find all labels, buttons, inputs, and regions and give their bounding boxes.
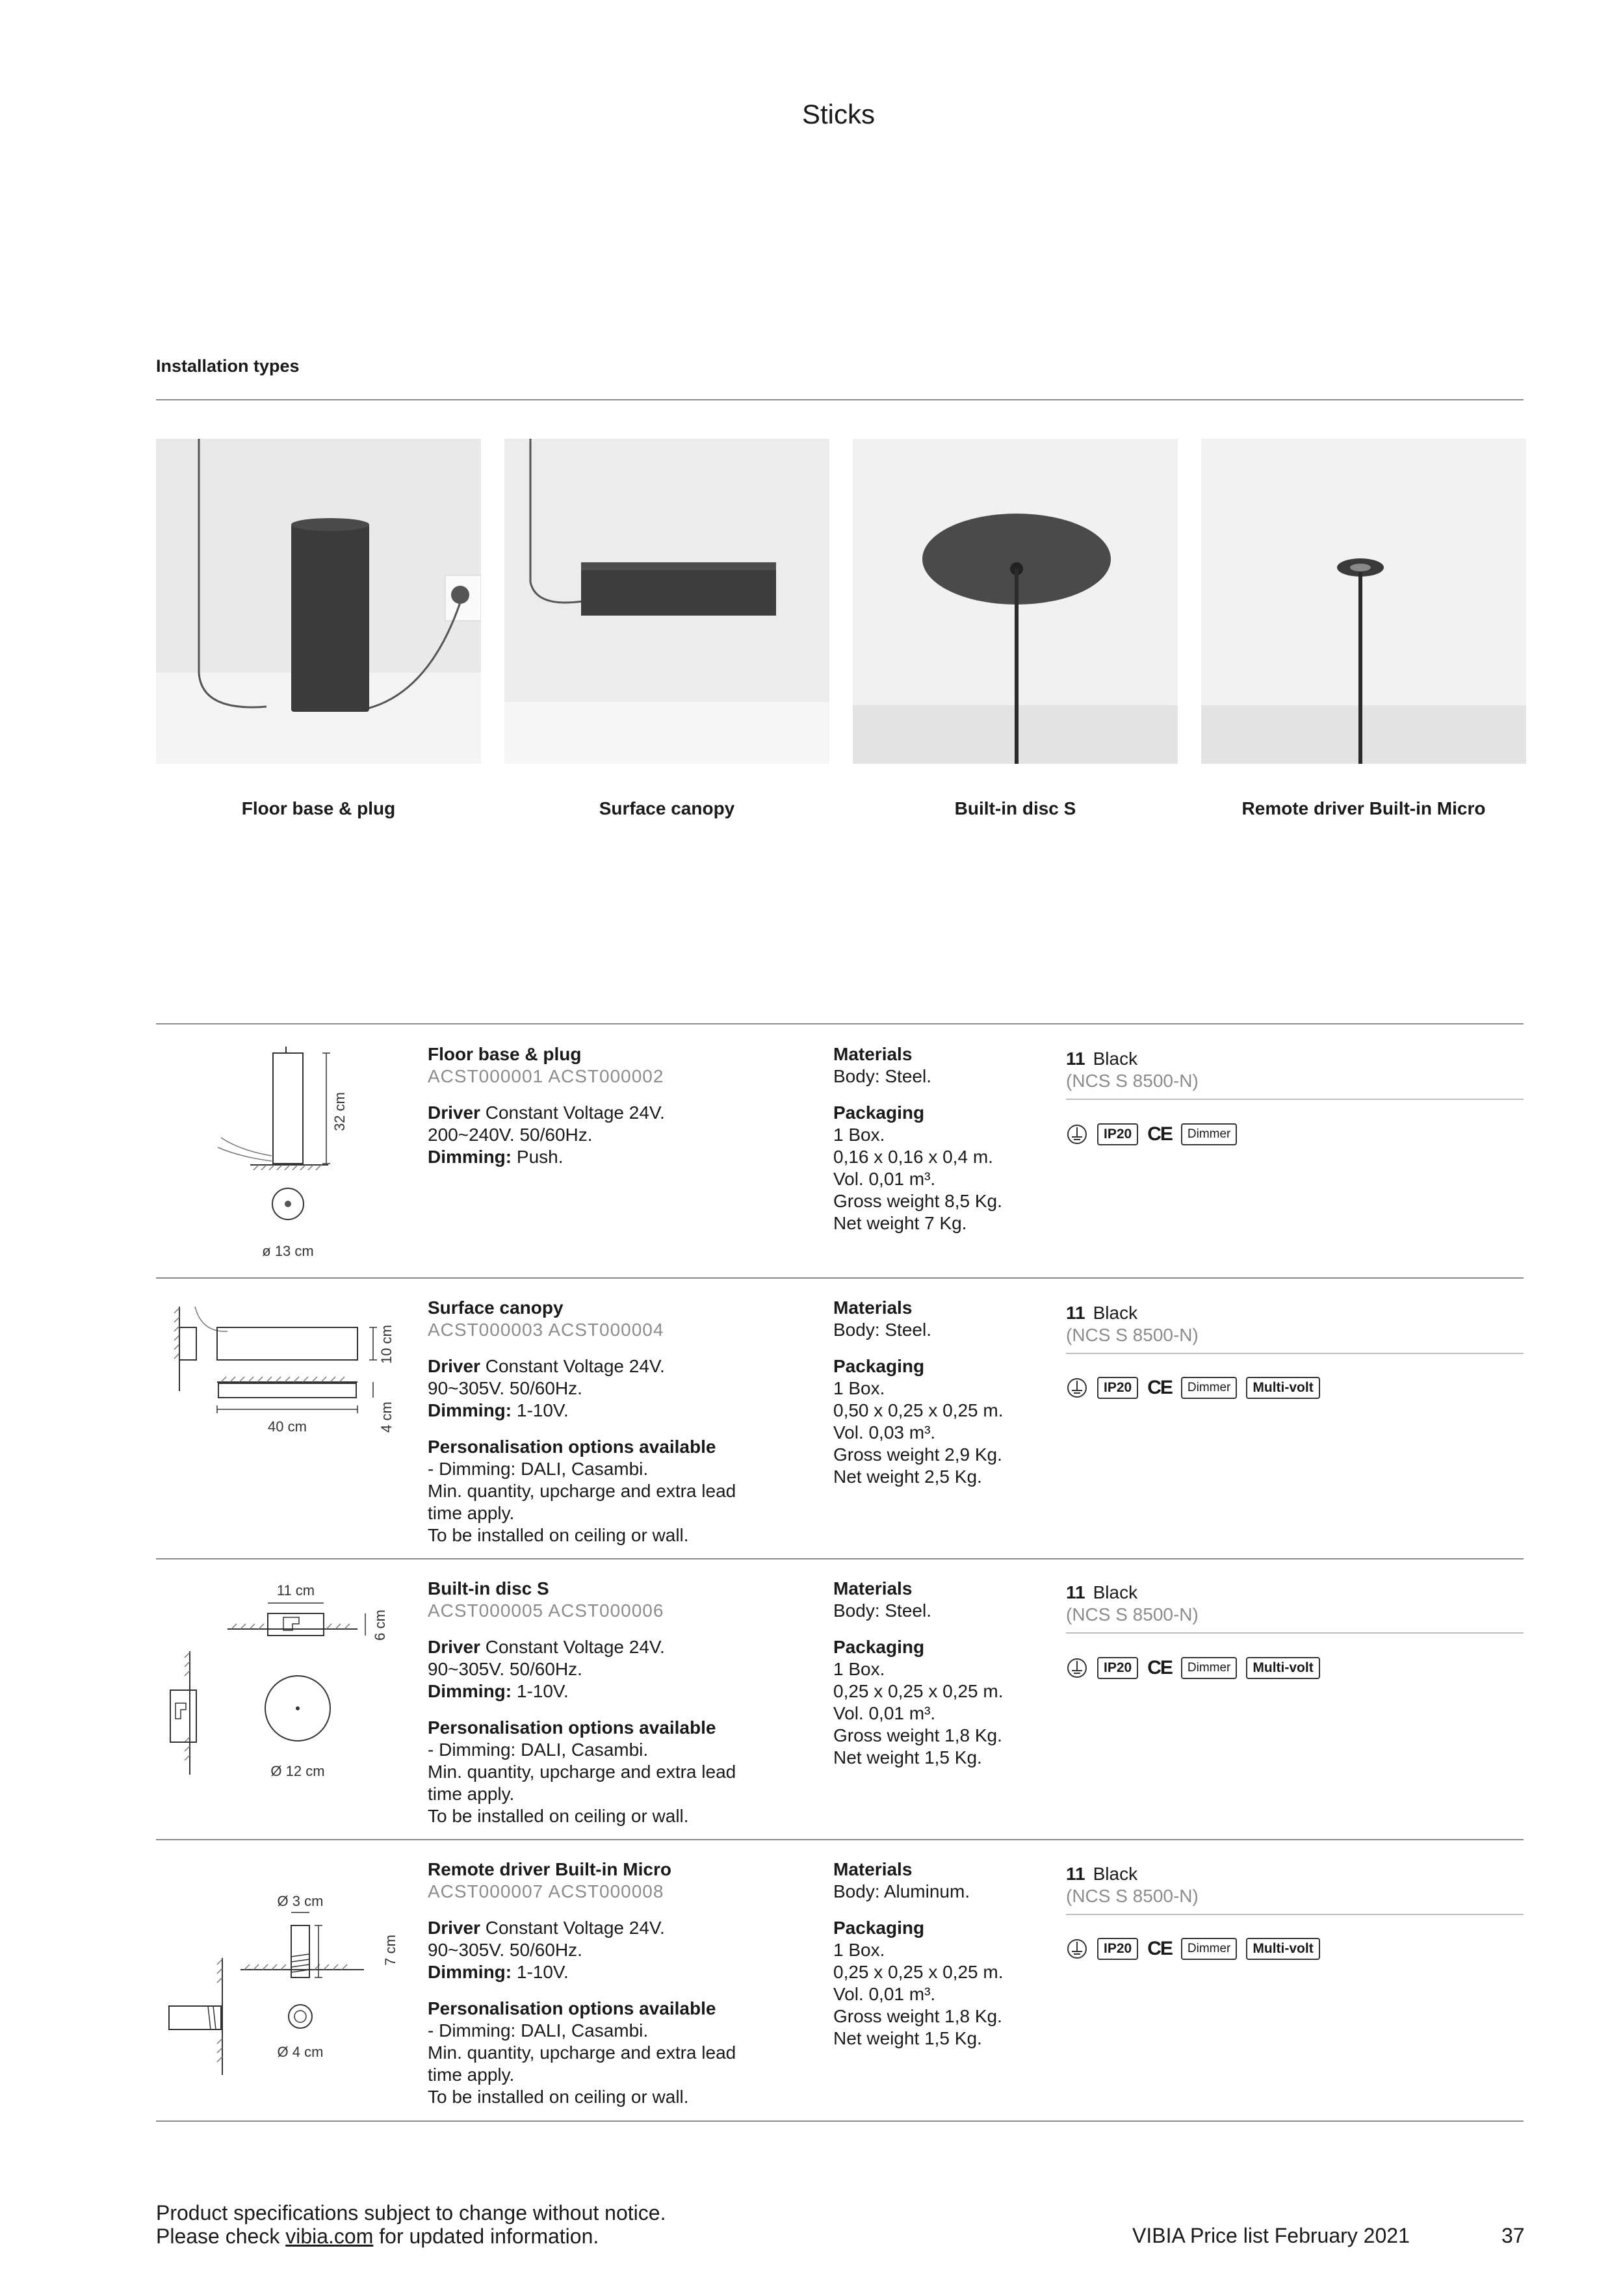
finish-ncs: (NCS S 8500-N) (1066, 1325, 1199, 1345)
class-iii-icon (1066, 1377, 1088, 1399)
personalisation-line: - Dimming: DALI, Casambi. (428, 2020, 649, 2041)
materials-packaging (833, 1859, 1041, 2050)
product-codes: ACST000001 ACST000002 (428, 1066, 664, 1086)
dim-diameter: ø 13 cm (262, 1243, 314, 1259)
table-divider (156, 1558, 1524, 1559)
caption-remote-driver: Remote driver Built-in Micro (1241, 798, 1486, 818)
product-info (428, 1297, 792, 1546)
packaging-dims: 0,25 x 0,25 x 0,25 m. (833, 1681, 1004, 1701)
caption-surface-canopy: Surface canopy (599, 798, 735, 818)
packaging-volume: Vol. 0,01 m³. (833, 1984, 936, 2004)
product-codes: ACST000005 ACST000006 (428, 1600, 664, 1621)
finish-block (1066, 1048, 1524, 1100)
photo-remote-driver (1201, 439, 1526, 764)
personalisation-line: To be installed on ceiling or wall. (428, 1525, 689, 1545)
dim-depth: 4 cm (378, 1402, 395, 1433)
section-divider (156, 399, 1524, 400)
dim-diameter: Ø 4 cm (277, 2044, 324, 2060)
finish-block (1066, 1863, 1524, 1915)
certifications (1066, 1657, 1320, 1679)
dimming-label: Dimming: (428, 1681, 512, 1701)
certifications (1066, 1377, 1320, 1399)
multi-volt-badge: Multi-volt (1246, 1377, 1319, 1399)
materials-label: Materials (833, 1578, 913, 1598)
finish-code: 11 (1066, 1303, 1085, 1323)
page-title: Sticks (801, 99, 875, 129)
page-number: 37 (1501, 2224, 1525, 2247)
driver-label: Driver (428, 1918, 480, 1938)
personalisation-line: - Dimming: DALI, Casambi. (428, 1459, 649, 1479)
class-iii-icon (1066, 1657, 1088, 1679)
packaging-dims: 0,50 x 0,25 x 0,25 m. (833, 1400, 1004, 1420)
materials-label: Materials (833, 1298, 913, 1318)
voltage: 200~240V. 50/60Hz. (428, 1125, 593, 1145)
materials-packaging (833, 1043, 1041, 1234)
finish-ncs: (NCS S 8500-N) (1066, 1071, 1199, 1091)
dimming-value: 1-10V. (516, 1400, 569, 1420)
finish-ncs: (NCS S 8500-N) (1066, 1604, 1199, 1624)
personalisation-title: Personalisation options available (428, 1437, 716, 1457)
finish-name: Black (1093, 1303, 1138, 1323)
net-weight: Net weight 7 Kg. (833, 1213, 967, 1233)
footer-brand: VIBIA Price list February 2021 (1132, 2224, 1410, 2247)
drawing-remote-driver (156, 1860, 416, 2081)
packaging-volume: Vol. 0,01 m³. (833, 1703, 936, 1723)
voltage: 90~305V. 50/60Hz. (428, 1940, 582, 1960)
personalisation-line: time apply. (428, 1503, 515, 1523)
personalisation-line: To be installed on ceiling or wall. (428, 1806, 689, 1826)
packaging-volume: Vol. 0,03 m³. (833, 1422, 936, 1442)
materials-packaging (833, 1578, 1041, 1769)
materials-value: Body: Aluminum. (833, 1881, 970, 1901)
ip20-badge: IP20 (1097, 1123, 1138, 1145)
photo-surface-canopy (504, 439, 829, 764)
personalisation-title: Personalisation options available (428, 1717, 716, 1738)
packaging-box: 1 Box. (833, 1940, 885, 1960)
table-divider (156, 1023, 1524, 1024)
dim-height: 7 cm (382, 1935, 398, 1966)
gross-weight: Gross weight 1,8 Kg. (833, 2006, 1002, 2026)
personalisation-title: Personalisation options available (428, 1998, 716, 2018)
product-name: Surface canopy (428, 1298, 564, 1318)
materials-packaging (833, 1297, 1041, 1488)
net-weight: Net weight 2,5 Kg. (833, 1467, 982, 1487)
dimming-value: 1-10V. (516, 1962, 569, 1982)
dim-diameter: Ø 12 cm (270, 1763, 325, 1779)
dimming-value: 1-10V. (516, 1681, 569, 1701)
product-info (428, 1043, 792, 1168)
ip20-badge: IP20 (1097, 1377, 1138, 1399)
dimmer-badge: Dimmer (1181, 1123, 1238, 1145)
finish-block (1066, 1582, 1524, 1634)
materials-label: Materials (833, 1044, 913, 1064)
product-info (428, 1578, 792, 1827)
product-codes: ACST000003 ACST000004 (428, 1320, 664, 1340)
packaging-box: 1 Box. (833, 1378, 885, 1398)
dimmer-badge: Dimmer (1181, 1657, 1238, 1679)
ip20-badge: IP20 (1097, 1938, 1138, 1960)
certifications (1066, 1123, 1237, 1145)
finish-name: Black (1093, 1582, 1138, 1602)
materials-value: Body: Steel. (833, 1600, 931, 1621)
caption-floor-base: Floor base & plug (241, 798, 396, 818)
product-info (428, 1859, 792, 2108)
personalisation-line: - Dimming: DALI, Casambi. (428, 1740, 649, 1760)
ce-mark: CE (1147, 1377, 1172, 1398)
packaging-label: Packaging (833, 1637, 925, 1657)
photo-floor-base (156, 439, 481, 764)
product-codes: ACST000007 ACST000008 (428, 1881, 664, 1901)
personalisation-line: time apply. (428, 2065, 515, 2085)
dimming-label: Dimming: (428, 1962, 512, 1982)
dim-height: 32 cm (331, 1092, 348, 1131)
materials-value: Body: Steel. (833, 1066, 931, 1086)
dimmer-badge: Dimmer (1181, 1377, 1238, 1399)
table-divider (156, 1839, 1524, 1840)
drawing-floor-base (156, 1040, 416, 1261)
packaging-label: Packaging (833, 1918, 925, 1938)
caption-built-in-disc: Built-in disc S (954, 798, 1076, 818)
drawing-built-in-disc (156, 1580, 416, 1794)
packaging-label: Packaging (833, 1356, 925, 1376)
personalisation-line: time apply. (428, 1784, 515, 1804)
personalisation-line: Min. quantity, upcharge and extra lead (428, 1762, 736, 1782)
ce-mark: CE (1147, 1938, 1172, 1959)
dim-width: 11 cm (276, 1582, 315, 1598)
voltage: 90~305V. 50/60Hz. (428, 1378, 582, 1398)
gross-weight: Gross weight 1,8 Kg. (833, 1725, 1002, 1745)
footer-disclaimer (156, 2201, 666, 2248)
footer-line: Product specifications subject to change without notice. (156, 2201, 666, 2224)
driver-value: Constant Voltage 24V. (485, 1356, 665, 1376)
footer-text: for updated information. (373, 2224, 599, 2248)
finish-name: Black (1093, 1049, 1138, 1069)
personalisation-line: To be installed on ceiling or wall. (428, 2087, 689, 2107)
product-name: Built-in disc S (428, 1578, 549, 1598)
driver-label: Driver (428, 1356, 480, 1376)
photo-built-in-disc (853, 439, 1178, 764)
certifications (1066, 1938, 1320, 1960)
driver-value: Constant Voltage 24V. (485, 1637, 665, 1657)
multi-volt-badge: Multi-volt (1246, 1657, 1319, 1679)
driver-value: Constant Voltage 24V. (485, 1102, 665, 1123)
product-name: Floor base & plug (428, 1044, 582, 1064)
materials-value: Body: Steel. (833, 1320, 931, 1340)
table-divider (156, 2120, 1524, 2122)
drawing-surface-canopy (156, 1294, 416, 1489)
section-title: Installation types (156, 356, 300, 376)
packaging-dims: 0,25 x 0,25 x 0,25 m. (833, 1962, 1004, 1982)
gross-weight: Gross weight 2,9 Kg. (833, 1444, 1002, 1465)
dimming-value: Push. (516, 1147, 564, 1167)
finish-ncs: (NCS S 8500-N) (1066, 1886, 1199, 1906)
ce-mark: CE (1147, 1123, 1172, 1145)
dim-length: 40 cm (268, 1418, 307, 1435)
dim-height: 10 cm (378, 1325, 395, 1364)
dimmer-badge: Dimmer (1181, 1938, 1238, 1960)
vibia-link[interactable]: vibia.com (285, 2224, 374, 2248)
packaging-volume: Vol. 0,01 m³. (833, 1169, 936, 1189)
personalisation-line: Min. quantity, upcharge and extra lead (428, 2042, 736, 2063)
packaging-dims: 0,16 x 0,16 x 0,4 m. (833, 1147, 993, 1167)
gross-weight: Gross weight 8,5 Kg. (833, 1191, 1002, 1211)
packaging-label: Packaging (833, 1102, 925, 1123)
packaging-box: 1 Box. (833, 1659, 885, 1679)
dimming-label: Dimming: (428, 1400, 512, 1420)
personalisation-line: Min. quantity, upcharge and extra lead (428, 1481, 736, 1501)
driver-value: Constant Voltage 24V. (485, 1918, 665, 1938)
voltage: 90~305V. 50/60Hz. (428, 1659, 582, 1679)
driver-label: Driver (428, 1102, 480, 1123)
finish-name: Black (1093, 1864, 1138, 1884)
class-iii-icon (1066, 1938, 1088, 1960)
dim-height: 6 cm (372, 1610, 388, 1641)
net-weight: Net weight 1,5 Kg. (833, 1747, 982, 1768)
table-divider (156, 1277, 1524, 1279)
net-weight: Net weight 1,5 Kg. (833, 2028, 982, 2048)
finish-block (1066, 1302, 1524, 1354)
finish-code: 11 (1066, 1582, 1085, 1602)
product-name: Remote driver Built-in Micro (428, 1859, 671, 1879)
multi-volt-badge: Multi-volt (1246, 1938, 1319, 1960)
finish-code: 11 (1066, 1049, 1085, 1069)
footer-text: Please check (156, 2224, 286, 2248)
materials-label: Materials (833, 1859, 913, 1879)
ce-mark: CE (1147, 1657, 1172, 1678)
finish-code: 11 (1066, 1864, 1085, 1884)
dim-top-diameter: Ø 3 cm (277, 1893, 324, 1909)
class-iii-icon (1066, 1123, 1088, 1145)
dimming-label: Dimming: (428, 1147, 512, 1167)
ip20-badge: IP20 (1097, 1657, 1138, 1679)
packaging-box: 1 Box. (833, 1125, 885, 1145)
driver-label: Driver (428, 1637, 480, 1657)
